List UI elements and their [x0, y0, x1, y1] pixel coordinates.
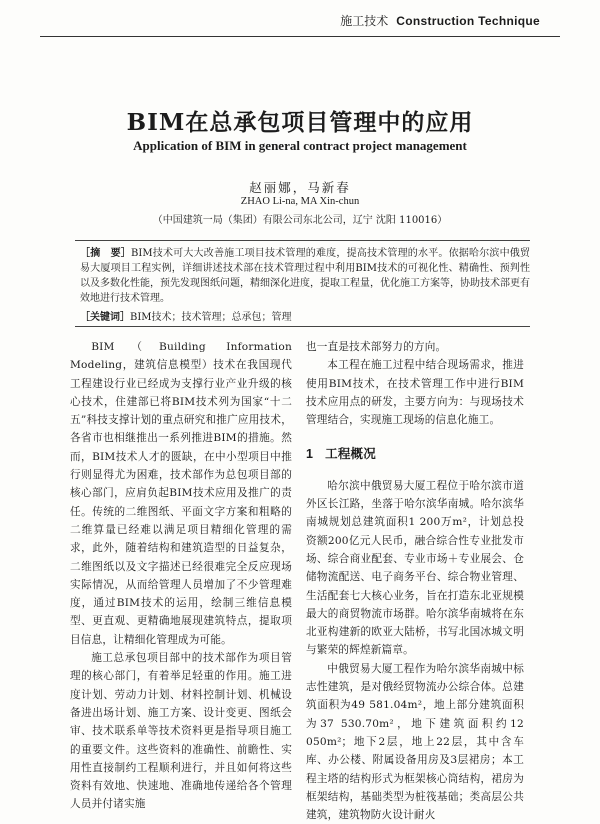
body-right-column [306, 338, 524, 824]
body-paragraph: 本工程在施工过程中结合现场需求，推进使用BIM技术，在技术管理工作中进行BIM技术应用点的研发，主要方向为：与现场技术管理结合，实现施工现场的信息化施工。 [306, 359, 524, 427]
section-title: 工程概况 [325, 446, 376, 462]
body-paragraph-continued: 也一直是技术部努力的方向。 [306, 341, 447, 353]
section-number: 1 [306, 447, 314, 462]
authors-cn: 赵丽娜，马新春 [249, 180, 351, 195]
body-paragraph: BIM（Building Information Modeling，建筑信息模型）技术在我国现代工程建设行业已经成为支撑行业产业升级的核心技术，住建部已将BIM技术列为国家“十二五”科技支撑计划的重点研究和推广应用技术，各省市也相继推出一系列推进BIM的措施。然而，BIM技术人才的匮缺，在中小型项目中推行则显得尤为困难，技术部作为总包项目部的核心部门，应肩负起BIM技术应用及推广的责任。传统的二维图纸、平面文字方案和粗略的二维算量已经难以满足项目精细化管理的需求，此外，随着结构和建筑造型的日益复杂，二维图纸以及文字描述已经很难完全反应现场实际情况，从而给管理人员增加了不少管理难度，通过BIM技术的运用，绘制三维信息模型、更直观、更精确地展现建筑特点，提取项目信息，让精细化管理成为可能。 [70, 341, 292, 646]
running-head-en: Construction Technique [396, 14, 540, 28]
running-head [340, 12, 540, 29]
body-paragraph: 哈尔滨中俄贸易大厦工程位于哈尔滨市道外区长江路，坐落于哈尔滨华南城。哈尔滨华南城规划总建筑面积1 200万m²，计划总投资额200亿元人民币，融合综合性专业批发市场、综合商业配套、专业市场＋专业展会、仓储物流配送、电子商务平台、综合物业管理、生活配套七大核心业务，旨在打造东北亚规模最大的商贸物流市场群。哈尔滨华南城将在东北亚构建新的欧亚大陆桥，书写北国冰城文明与繁荣的辉煌新篇章。 [306, 479, 524, 657]
body-left-column [70, 338, 292, 814]
abstract-text: BIM技术可大大改善施工项目技术管理的难度，提高技术管理的水平。依据哈尔滨中俄贸易大厦项目工程实例，详细讲述技术部在技术管理过程中利用BIM技术的可视化性、精确性、预判性以及多数化性能，预先发现图纸问题，精细深化进度，提取工程量，优化施工方案等，协助技术部更有效地进行技术管理。 [80, 248, 530, 304]
title-en: Application of BIM in general contract project management [133, 138, 467, 153]
keywords [80, 310, 530, 325]
title-cn: BIM在总承包项目管理中的应用 [126, 109, 474, 136]
abstract-label: ［摘 要］ [80, 248, 132, 259]
abstract-bottom-rule [75, 326, 530, 327]
body-paragraph: 中俄贸易大厦工程作为哈尔滨华南城中标志性建筑，是对俄经贸物流办公综合体。总建筑面积为49 581.04m²，地上部分建筑面积为37 530.70m²，地下建筑面积约12 050m²；地下2层，地上22层，其中含车库、办公楼、附属设备用房及3层裙房；本工程主塔的结构形式为框架核心筒结构，裙房为框架结构，基础类型为桩筏基础；类高层公共建筑，建筑物防火设计耐火 [306, 662, 524, 822]
abstract [80, 246, 530, 306]
authors-en: ZHAO Li-na, MA Xin-chun [240, 196, 360, 207]
running-head-cn: 施工技术 [340, 14, 389, 28]
section-heading [306, 445, 524, 463]
keywords-label: ［关键词］ [80, 312, 130, 323]
body-paragraph: 施工总承包项目部中的技术部作为项目管理的核心部门，有着举足轻重的作用。施工进度计划、劳动力计划、材料控制计划、机械设备进出场计划、施工方案、设计变更、图纸会审、技术联系单等技术资料更是指导项目施工的重要文件。这些资料的准确性、前瞻性、实用性直接制约工程顺利进行，并且如何将这些资料有效地、快速地、准确地传递给各个管理人员并付诸实施 [70, 652, 292, 811]
header-rule [40, 36, 560, 37]
keywords-text: BIM技术；技术管理；总承包；管理 [130, 312, 292, 323]
abstract-top-rule [75, 240, 530, 241]
affiliation: （中国建筑一局（集团）有限公司东北公司，辽宁 沈阳 110016） [152, 215, 448, 226]
